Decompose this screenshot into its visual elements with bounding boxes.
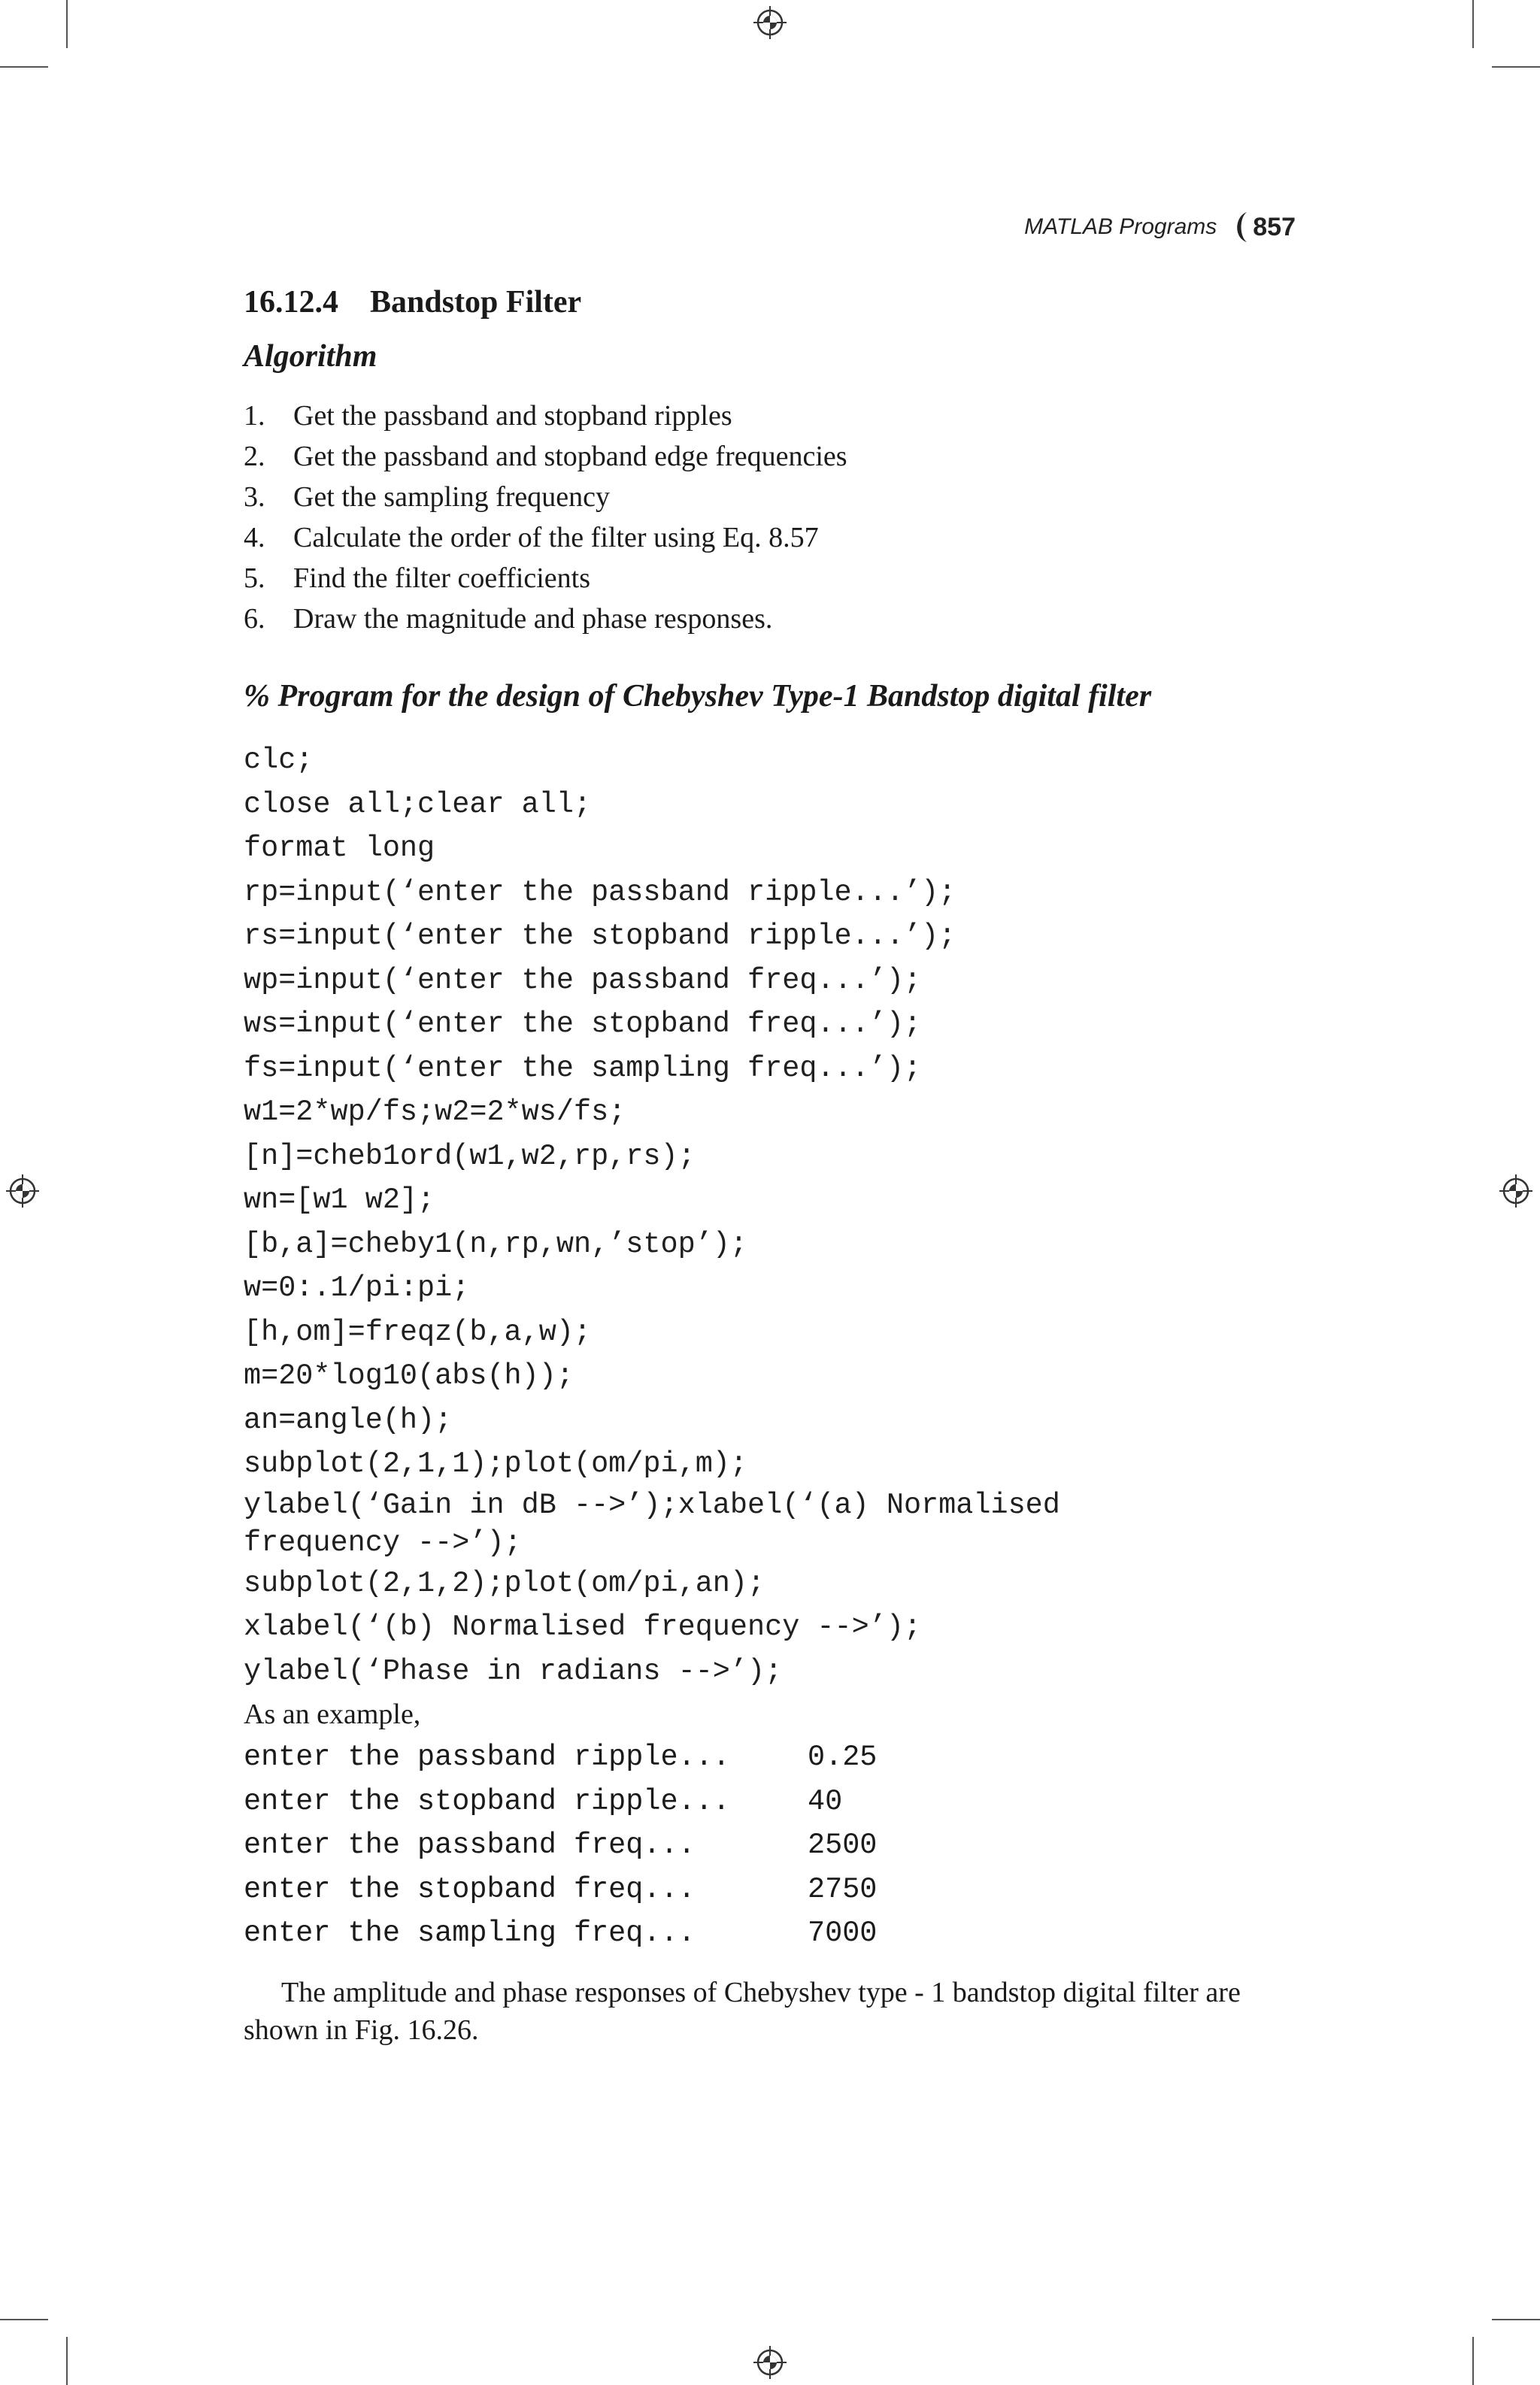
step-number: 3.	[244, 481, 265, 513]
io-value: 2500	[808, 1829, 878, 1862]
code-line: xlabel(‘(b) Normalised frequency -->’);	[244, 1611, 922, 1644]
code-line: [b,a]=cheby1(n,rp,wn,’stop’);	[244, 1227, 748, 1261]
io-value: 40	[808, 1784, 843, 1818]
algorithm-step	[244, 436, 1296, 477]
section-number: 16.12.4	[244, 285, 338, 320]
section-heading	[244, 280, 1296, 325]
code-line: rp=input(‘enter the passband ripple...’);	[244, 875, 956, 909]
io-row	[244, 1735, 1296, 1780]
crop-mark-bottom-left	[66, 2337, 68, 2385]
crop-mark-top-right-h	[1492, 66, 1540, 68]
algorithm-step	[244, 477, 1296, 517]
section-title: Bandstop Filter	[370, 285, 582, 320]
io-prompt: enter the sampling freq...	[244, 1917, 696, 1950]
registration-mark-top-icon	[753, 6, 787, 39]
io-row	[244, 1823, 1296, 1868]
algorithm-step	[244, 517, 1296, 558]
io-prompt: enter the passband freq...	[244, 1829, 696, 1862]
crop-mark-bottom-right	[1472, 2337, 1474, 2385]
algorithm-steps	[244, 395, 1296, 639]
io-prompt: enter the stopband ripple...	[244, 1784, 730, 1818]
algorithm-heading: Algorithm	[244, 339, 377, 374]
code-line: [n]=cheb1ord(w1,w2,rp,rs);	[244, 1139, 696, 1173]
algorithm-step	[244, 558, 1296, 599]
running-header	[1024, 211, 1296, 244]
crop-mark-top-left-h	[0, 66, 48, 68]
code-line: ylabel(‘Gain in dB -->’);xlabel(‘(a) Normalised frequency -->’);	[244, 1488, 1060, 1559]
crop-mark-top-right	[1472, 0, 1474, 48]
code-line: ylabel(‘Phase in radians -->’);	[244, 1654, 783, 1688]
step-text: Find the filter coefficients	[293, 562, 591, 594]
io-value: 2750	[808, 1872, 878, 1906]
code-line: wp=input(‘enter the passband freq...’);	[244, 963, 922, 997]
running-title: MATLAB Programs	[1024, 214, 1217, 239]
page-number	[1230, 211, 1296, 244]
registration-mark-right-icon	[1499, 1174, 1532, 1208]
code-line: m=20*log10(abs(h));	[244, 1359, 574, 1393]
registration-mark-bottom-icon	[753, 2346, 787, 2379]
crop-mark-bottom-left-h	[0, 2319, 48, 2320]
page-number-swoosh-icon	[1230, 211, 1250, 244]
io-row	[244, 1911, 1296, 1956]
step-number: 4.	[244, 522, 265, 553]
step-text: Get the passband and stopband edge frequencies	[293, 441, 847, 472]
code-line: close all;clear all;	[244, 787, 592, 821]
example-intro: As an example,	[244, 1699, 421, 1730]
code-line: w1=2*wp/fs;w2=2*ws/fs;	[244, 1096, 626, 1129]
program-title: % Program for the design of Chebyshev Type-1 Bandstop digital filter	[244, 679, 1152, 714]
io-prompt: enter the stopband freq...	[244, 1872, 696, 1906]
code-line: clc;	[244, 744, 314, 777]
page-content	[244, 280, 1296, 2049]
step-text: Get the passband and stopband ripples	[293, 400, 732, 432]
io-prompt: enter the passband ripple...	[244, 1741, 730, 1774]
code-listing	[244, 738, 1296, 1693]
code-line: wn=[w1 w2];	[244, 1183, 435, 1217]
io-value: 7000	[808, 1917, 878, 1950]
code-line: w=0:.1/pi:pi;	[244, 1271, 470, 1305]
code-line: fs=input(‘enter the sampling freq...’);	[244, 1051, 922, 1085]
code-line: ws=input(‘enter the stopband freq...’);	[244, 1008, 922, 1041]
step-text: Get the sampling frequency	[293, 481, 611, 513]
algorithm-step	[244, 599, 1296, 639]
code-line: subplot(2,1,1);plot(om/pi,m);	[244, 1447, 748, 1480]
code-line: an=angle(h);	[244, 1403, 453, 1437]
step-number: 1.	[244, 400, 265, 432]
code-line: format long	[244, 832, 435, 865]
algorithm-step	[244, 395, 1296, 436]
code-line: rs=input(‘enter the stopband ripple...’);	[244, 920, 956, 953]
page-number-text: 857	[1253, 212, 1296, 241]
step-number: 6.	[244, 603, 265, 635]
code-line: [h,om]=freqz(b,a,w);	[244, 1315, 592, 1349]
step-text: Calculate the order of the filter using Eq. 8.57	[293, 522, 819, 553]
step-number: 2.	[244, 441, 265, 472]
step-number: 5.	[244, 562, 265, 594]
example-io-table	[244, 1735, 1296, 1956]
io-row	[244, 1780, 1296, 1824]
closing-paragraph: The amplitude and phase responses of Chebyshev type - 1 bandstop digital filter are shown in Fig. 16.26.	[244, 1976, 1241, 2046]
io-value: 0.25	[808, 1741, 878, 1774]
crop-mark-top-left	[66, 0, 68, 48]
registration-mark-left-icon	[6, 1174, 39, 1208]
io-row	[244, 1868, 1296, 1912]
code-line: subplot(2,1,2);plot(om/pi,an);	[244, 1566, 765, 1600]
step-text: Draw the magnitude and phase responses.	[293, 603, 773, 635]
crop-mark-bottom-right-h	[1492, 2319, 1540, 2320]
